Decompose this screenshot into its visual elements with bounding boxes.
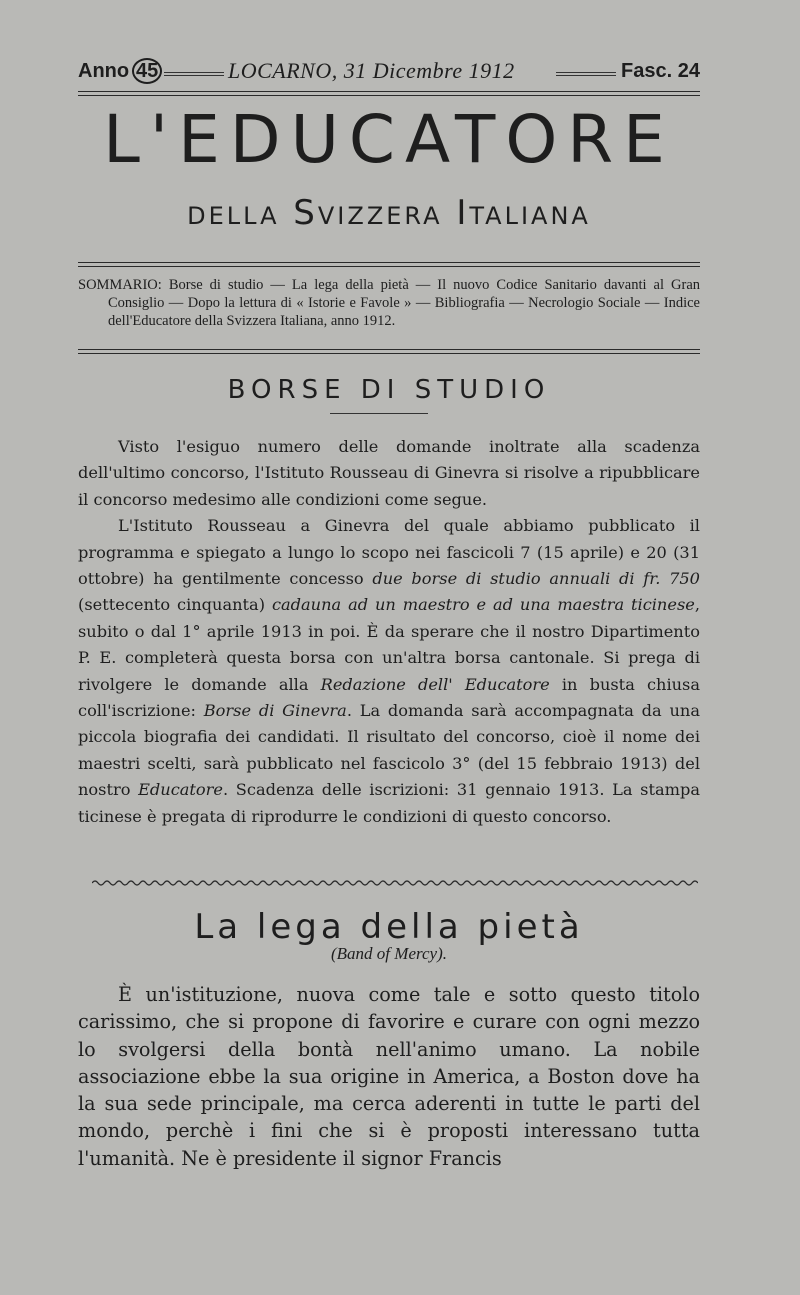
paragraph: È un'istituzione, nuova come tale e sotto questo titolo carissimo, che si propone di favorire e curare con ogni mezzo lo svolgersi della bontà nell'animo umano. La nobile associazione ebbe la sua origine in America, a Boston dove ha la sua sede principale, ma cerca aderenti in tutte le parti del mondo, perchè i fini che si è proposti interessano tutta l'umanità. Ne è presidente il signor Francis xyxy=(78,983,700,1170)
anno-label: Anno xyxy=(78,60,130,82)
sommario-rule-bottom xyxy=(78,349,700,350)
place-date: LOCARNO, 31 Dicembre 1912 xyxy=(228,58,515,83)
sommario-rule-top xyxy=(78,262,700,263)
header-rule-2 xyxy=(78,95,700,96)
section-title-borse: BORSE DI STUDIO xyxy=(227,375,551,405)
section-title-lega: La lega della pietà xyxy=(194,907,584,947)
journal-title: L'EDUCATORE xyxy=(103,101,675,178)
paragraph: L'Istituto Rousseau a Ginevra del quale abbiamo pubblicato il programma e spiegato a lungo lo scopo nei fascicoli 7 (15 aprile) e 20 (31 ottobre) ha gentilmente concesso due borse di studio annuali di fr. 750 (settecento cinquanta) cadauna ad un maestro e ad una maestra ticinese, subito o dal 1° aprile 1913 in poi. È da sperare che il nostro Dipartimento P. E. completerà questa borsa con un'altra borsa cantonale. Si prega di rivolgere le domande alla Redazione dell' Educatore in busta chiusa coll'iscrizione: Borse di Ginevra. La domanda sarà accompagnata da una piccola biografia dei candidati. Il risultato del concorso, cioè il nome dei maestri scelti, sarà pubblicato nel fascicolo 3° (del 15 febbraio 1913) del nostro Educatore. Scadenza delle iscrizioni: 31 gennaio 1913. La stampa ticinese è pregata di riprodurre le condizioni di questo concorso. xyxy=(78,516,701,826)
section-lega-body xyxy=(78,981,700,1172)
masthead-line-left xyxy=(164,72,224,76)
sommario-text: Borse di studio — La lega della pietà — Il nuovo Codice Sanitario davanti al Gran Consiglio — Dopo la lettura di « Istorie e Favole » — Bibliografia — Necrologio Sociale — Indice dell'Educatore della Svizzera Italiana, anno 1912. xyxy=(108,277,701,329)
sommario-rule-top-2 xyxy=(78,266,700,267)
wavy-divider xyxy=(92,878,698,888)
fascicolo: Fasc. 24 xyxy=(621,60,700,82)
section-title-underline xyxy=(330,413,428,414)
journal-subtitle: della Svizzera Italiana xyxy=(187,193,591,233)
sommario-rule-bottom-2 xyxy=(78,353,700,354)
masthead-line-right xyxy=(556,72,616,76)
paragraph: Visto l'esiguo numero delle domande inoltrate alla scadenza dell'ultimo concorso, l'Istituto Rousseau di Ginevra si risolve a ripubblicare il concorso medesimo alle condizioni come segue. xyxy=(78,437,700,509)
sommario xyxy=(78,276,700,330)
sommario-label: SOMMARIO: xyxy=(78,277,162,293)
masthead xyxy=(78,58,700,88)
header-rule xyxy=(78,91,700,92)
section-subtitle-lega: (Band of Mercy). xyxy=(331,944,447,963)
anno-number: 45 xyxy=(132,58,162,84)
section-borse-body xyxy=(78,434,700,830)
